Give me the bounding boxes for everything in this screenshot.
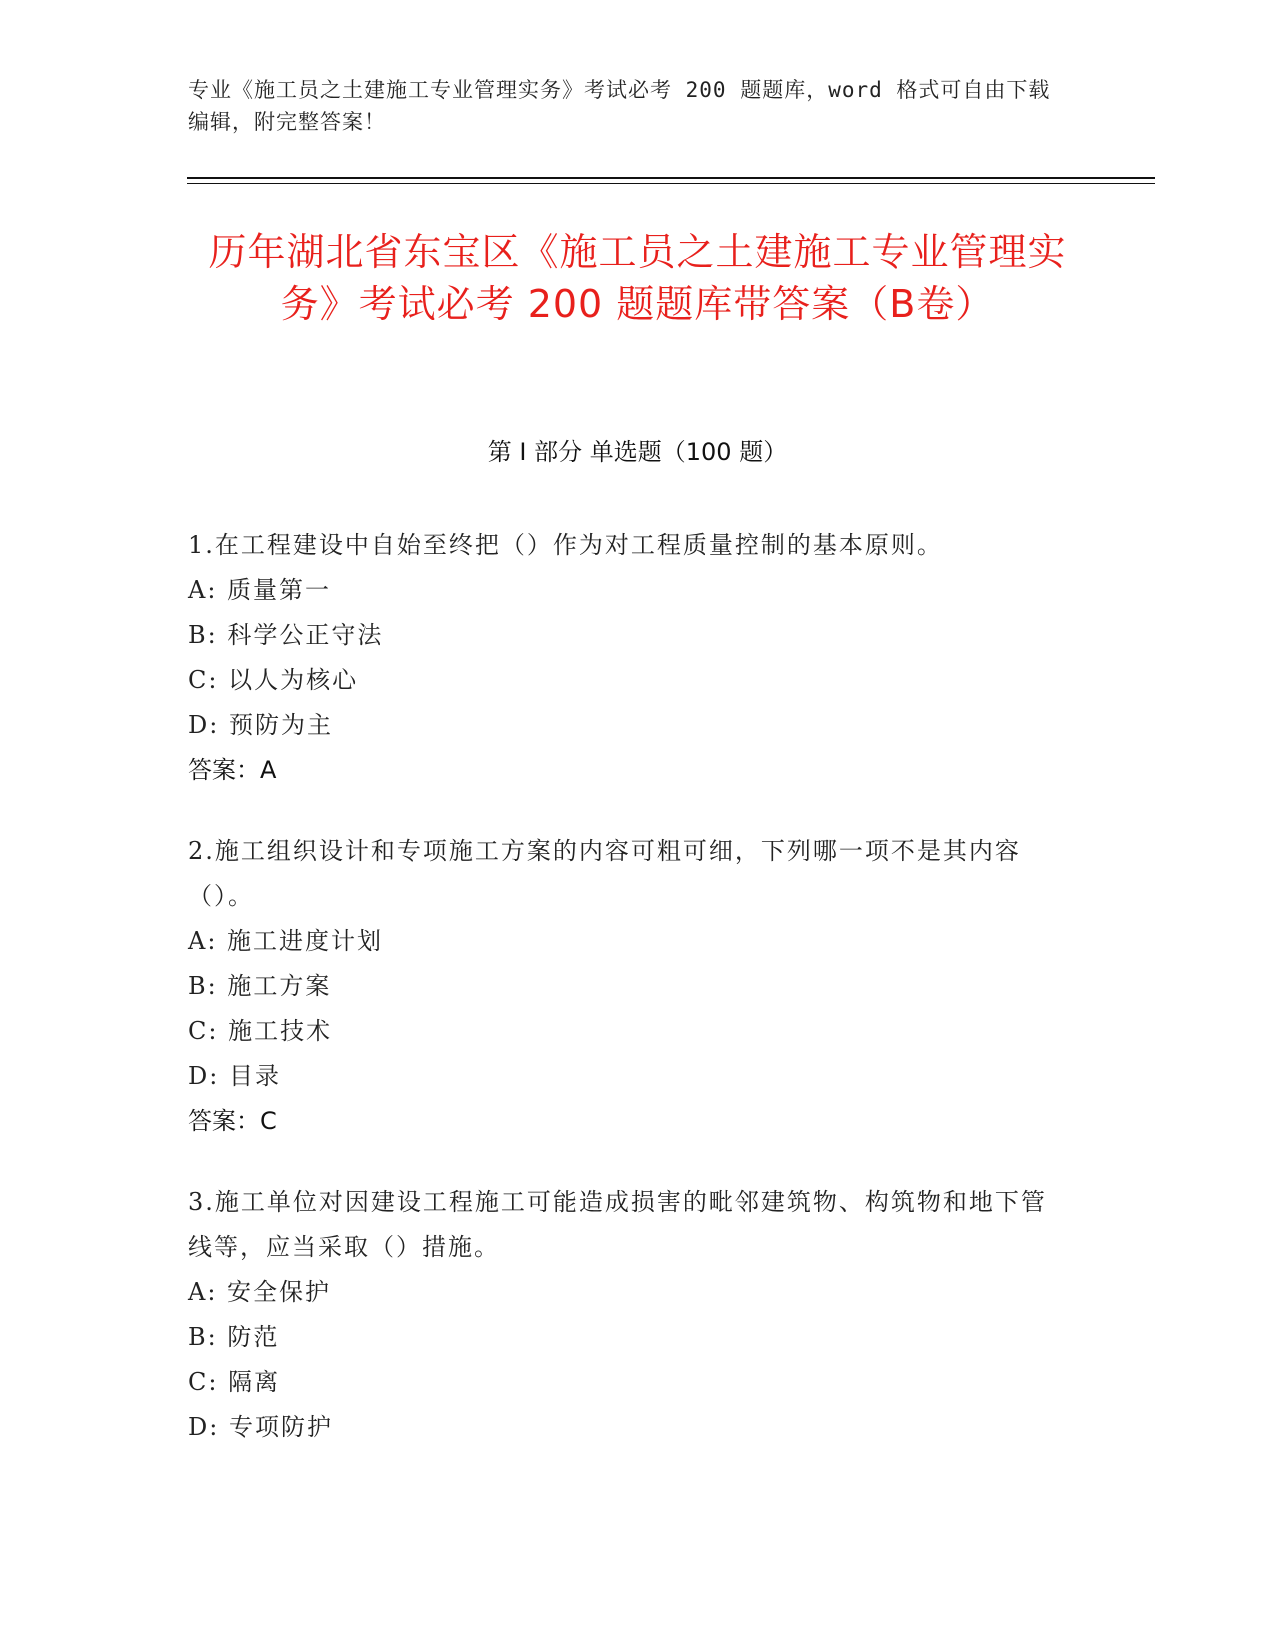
document-title: 历年湖北省东宝区《施工员之土建施工专业管理实务》考试必考 200 题题库带答案（B卷） xyxy=(208,230,1067,326)
question-stem: 3.施工单位对因建设工程施工可能造成损害的毗邻建筑物、构筑物和地下管线等，应当采取（）措施。 xyxy=(188,1188,1047,1261)
option-c: C: 施工技术 xyxy=(188,1017,333,1045)
option-d: D: 目录 xyxy=(188,1062,281,1090)
option-a: A: 质量第一 xyxy=(188,576,332,604)
option-a: A: 安全保护 xyxy=(188,1278,332,1306)
question-2 xyxy=(188,829,1068,1144)
header-note: 专业《施工员之土建施工专业管理实务》考试必考 200 题题库，word 格式可自由下载编辑，附完整答案！ xyxy=(188,78,1051,134)
question-stem: 2.施工组织设计和专项施工方案的内容可粗可细，下列哪一项不是其内容（）。 xyxy=(188,837,1021,910)
option-b: B: 施工方案 xyxy=(188,972,332,1000)
option-b: B: 防范 xyxy=(188,1323,280,1351)
question-3 xyxy=(188,1180,1068,1450)
option-b: B: 科学公正守法 xyxy=(188,621,384,649)
header-divider-thin xyxy=(187,183,1155,184)
option-c: C: 以人为核心 xyxy=(188,666,359,694)
option-a: A: 施工进度计划 xyxy=(188,927,384,955)
option-d: D: 预防为主 xyxy=(188,711,333,739)
question-list xyxy=(188,523,1068,1486)
question-stem: 1.在工程建设中自始至终把（）作为对工程质量控制的基本原则。 xyxy=(188,531,943,559)
section-heading: 第 I 部分 单选题（100 题） xyxy=(487,438,788,466)
header-divider-thick xyxy=(187,177,1155,179)
option-d: D: 专项防护 xyxy=(188,1413,333,1441)
option-c: C: 隔离 xyxy=(188,1368,281,1396)
answer-line: 答案：A xyxy=(188,756,277,784)
question-1 xyxy=(188,523,1068,793)
answer-line: 答案：C xyxy=(188,1107,277,1135)
